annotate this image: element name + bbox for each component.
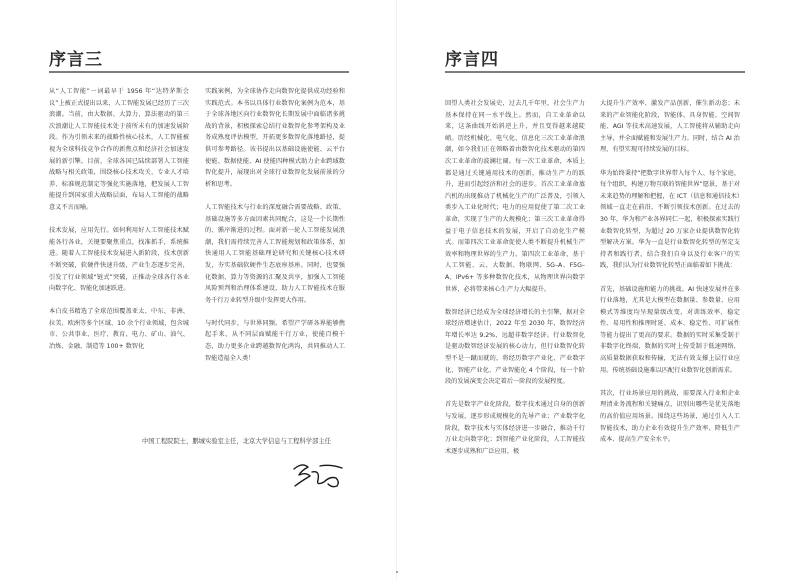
paragraph: 数智经济已经成为全球经济增长的主引擎，据对全球经济增速估计，2022 年至 2030 年，数智经济年增长率达 9.2%，远超非数字经济。行业数智化是驱动数智经济发展的核心动力，但行业数智化转型不是一蹴而就的，将经历数字产业化、产业数字化、智能产业化、产业智能化 4 个阶段，每一个阶段的发展演变会决定着后一阶段的发展程度。 (445, 308, 585, 386)
paragraph: 与时代同步，与世界同频。希望产学研各界能够携起手来，从不同层面赋能千行万业，使能百模千态，助力更多企业跨越数智化鸿沟，共同推动人工智能造福全人类！ (205, 319, 345, 362)
page-title: 序言三 (49, 50, 103, 70)
paragraph: 从“人工智能”一词最早于 1956 年“达特茅斯会议”上被正式提出以来，人工智能发展已经历了三次浪潮。当前，由大数据、大算力、算法驱动的第三次浪潮让人工智能技术处于前所未有的加速发展阶段。作为引领未来的战略性核心技术，人工智能被视为全球科技竞争合作的新焦点和经济社会加速发展的新引擎。目前，全球各国已陆续部署人工智能战略与相关政策，围绕核心技术攻关、专业人才培养、标准规范制定等强化实施落地，把发展人工智能提升到国家重大战略层面，布局人工智能的战略意义不言而喻。 (49, 88, 189, 211)
paragraph: 本白皮书精选了全球范围覆盖亚太、中东、非洲、拉美、欧洲等多个区域、10 余个行业领域，包含城市、公共事业、医疗、教育、电力、矿山、油气、冶炼、金融、制造等 100+ 数智化 (49, 308, 189, 351)
paragraph: 华为始终秉持“把数字世界带入每个人、每个家庭、每个组织，构建万物互联的智能世界”愿景，基于对未来趋势的理解和把握，在 ICT（信息和通信技术）领域一直走在前沿，不断引领技术创新。在过去的 30 年，华为和产业各界同仁一起，积极探索实践行业数智化转型，为超过 20 万家企业提供数智化转型解决方案。华为一直是行业数智化转型的坚定支持者和践行者，结合我们自身以及行业客户的实践，我们认为行业数智化转型正面临着如下挑战： (600, 169, 740, 270)
right-page (397, 0, 793, 580)
page-marker (396, 571, 398, 573)
title-rule (49, 71, 349, 73)
text-column (49, 86, 189, 364)
paragraph: 首先，基础设施和能力的挑战。AI 快速发展并在多行业落地，尤其是大模型在数据量、参数量、应用模式等维度均呈现量级改变，对训练效率、稳定性、易用性和推理时延、成本、稳定性、可扩展性等能力提出了更高的要求。数据的实时采集受制于非数字化终端，数据的实时上传受制于低速网络，高质量数据获取和传输，无法有效支撑上层行业应用。传统基础设施难以匹配行业数智化创新需求。 (600, 285, 740, 374)
handwritten-signature (290, 460, 348, 490)
paragraph: 技术发展，应用先行。如何利用好人工智能技术赋能各行各业，关键要聚焦重点，找准抓手，系统推进。随着人工智能技术发展进入新阶段，技术创新不断突破，软硬件快速升级，产业生态逐步完善，引发了行业领域“链式”突破，正推动全球各行各业向数字化、智能化加速跃进。 (49, 227, 189, 293)
paragraph: 其次，行业场景应用的挑战，需要深入行业和企业理清业务流程和关键痛点，识别出哪些是优先落地的高价值应用场景。围绕这些场景，通过引入人工智能技术，助力企业有效提升生产效率、降低生产成本、提高生产安全水平。 (600, 389, 740, 444)
text-column (205, 86, 345, 376)
paragraph: 首先是数字产业化阶段，数字技术通过自身的创新与发展，逐步形成规模化的先导产业；产业数字化阶段，数字技术与实体经济进一步融合，推动千行万业走向数字化；到智能产业化阶段，人工智能技术逐步成熟和广泛应用，极 (445, 401, 585, 455)
text-column (600, 98, 740, 457)
left-page (0, 0, 396, 580)
paragraph: 实践案例，为全球协作走向数智化提供成功经验和实践范式。本书以具体行业数智化案例为范本，基于全球各地区向行业数智化长期发展中面临诸多挑战的背景，积极探索总结行业数智化参考架构及业务成熟度评估模型，开拓更多数智化落地路径，提供可参考路径。该书提出以基础设施使能、云平台使能、数据使能、AI 使能四种模式助力企业跨域数智化提升，展现出对全球行业数智化发展前景的分析和思考。 (205, 88, 345, 188)
author-affiliation: 中国工程院院士，鹏城实验室主任，北京大学信息与工程科学部主任 (142, 438, 331, 445)
paragraph: 人工智能技术与行业的深度融合需要战略、政策、基础设施等多方面因素共同配合，这是一个长期性的、循序渐进的过程。面对新一轮人工智能发展浪潮，我们需持续完善人工智能规划和政策体系，加快通用人工智能基础理论研究和关键核心技术研发，夯实基础软硬件生态底座基座。同时，也要强化数据、算力等资源的汇聚及共享，加强人工智能风险预判和治理体系建设，助力人工智能技术在服务千行万业转型升级中发挥更大作用。 (205, 203, 345, 304)
paragraph: 大提升生产效率、激发产品创新，催生新动态；未来的产业智能化阶段，智能体、具身智能、空间智能、AGI 等技术高速发展，人工智能将从辅助走向主导，并全面赋能和发展生产力。同时，结合 AI 治理，有望实现可持续发展的目标。 (600, 100, 740, 154)
text-column (445, 98, 585, 469)
page-title: 序言四 (445, 50, 499, 70)
title-rule (445, 71, 745, 73)
paragraph: 回望人类社会发展史，过去几千年里，社会生产力基本保持在同一水平线上。然而，自工业革命以来，这条曲线开始斜逆上升，并且变得越来越陡峭。历经机械化、电气化、信息化三次工业革命浪潮，如今我们正在领略着由数智化技术驱动的第四次工业革命的波澜壮阔。每一次工业革命，本质上都是通过关键通用技术的创新，推动生产力的跃升，进而引起经济和社会的进步。首次工业革命蒸汽机的出现推动了机械化生产的广泛普及，引领人类步入工业化时代；电力的应用促使了第二次工业革命，实现了生产的大规模化；第三次工业革命得益于电子信息技术的发展，开启了自动化生产模式。而第四次工业革命促使人类不断提升机械生产效率和物理世界的生产力。第四次工业革命，基于人工智能、云、大数据、物联网、5G–A、F5G–A、IPv6+ 等多种数智化技术，从物理世界向数字世界，必将带来核心生产力大幅提升。 (445, 100, 585, 293)
